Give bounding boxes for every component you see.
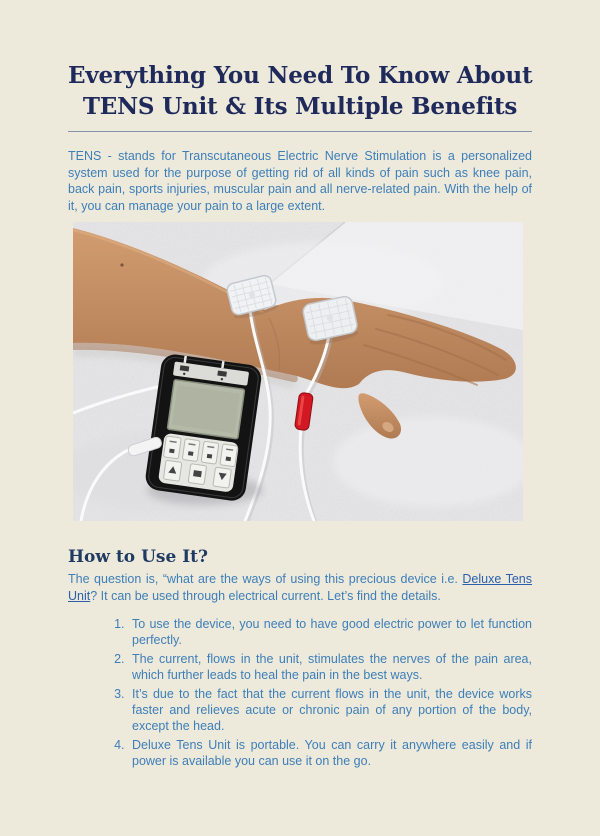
tens-photo-illustration [73,222,523,521]
list-item: 2. The current, flows in the unit, stimulates the nerves of the pain area, which further leads to heal the pain in the best ways. [128,651,532,683]
howto-lead-paragraph [68,571,532,604]
list-item: 4. Deluxe Tens Unit is portable. You can carry it anywhere easily and if power is available you can use it on the go. [128,737,532,769]
document-content [0,60,600,769]
list-item: 1. To use the device, you need to have good electric power to let function perfectly. [128,616,532,648]
section-heading-how-to-use: How to Use It? [68,547,208,567]
page-title-line-2: TENS Unit & Its Multiple Benefits [82,93,518,120]
page-title-line-1: Everything You Need To Know About [68,62,533,89]
lead-text-before-link: The question is, “what are the ways of using this precious device i.e. [68,572,463,586]
page-title [68,60,532,132]
list-item: 3. It’s due to the fact that the current flows in the unit, the device works faster and relieves acute or chronic pain of any portion of the body, except the head. [128,686,532,734]
tens-device [144,353,263,503]
intro-paragraph: TENS - stands for Transcutaneous Electric Nerve Stimulation is a personalized system used for the purpose of getting rid of all kinds of pain such as knee pain, back pain, sports injuries, muscular pain and all nerve-related pain. With the help of it, you can manage your pain to a large extent. [68,149,532,213]
deluxe-tens-unit-link[interactable]: Deluxe Tens Unit [68,572,533,603]
lead-text-after-link: ? It can be used through electrical current. Let’s find the details. [90,588,441,603]
document-page [0,60,600,836]
howto-steps-list [68,616,532,769]
tens-photo [73,222,523,521]
mole [120,263,123,266]
